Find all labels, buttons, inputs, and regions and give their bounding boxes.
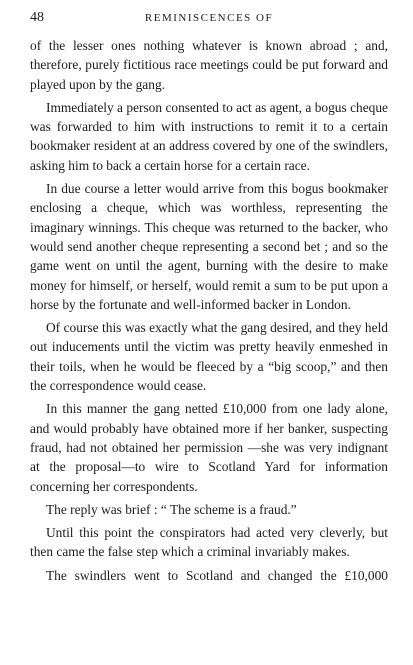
- paragraph-continuation: of the lesser ones nothing whatever is known abroad ; and, therefore, purely fictitious race meetings could be put forward and played upon by the gang.: [30, 38, 388, 92]
- paragraph-reply: The reply was brief : “ The scheme is a fraud.”: [46, 501, 297, 517]
- running-head: REMINISCENCES OF: [144, 12, 274, 24]
- paragraph-scotland: The swindlers went to Scotland and changed the £10,000: [46, 567, 388, 583]
- paragraph-gang-desired: Of course this was exactly what the gang desired, and they held out inducements until the victim was pretty heavily enmeshed in their toils, when he would be fleeced by a “big scoop,” and then the correspondence would cease.: [30, 320, 388, 394]
- page-header: [30, 10, 388, 32]
- book-page: [30, 10, 388, 589]
- paragraph-bogus-bookmaker: In due course a letter would arrive from this bogus bookmaker enclosing a cheque, which was worthless, representing the imaginary winnings. This cheque was returned to the backer, who would send another cheque representing a second bet ; and so the game went on until the agent, burning with the desire to make money for himself, or herself, would remit a sum to be put upon a horse by the fortunate and well-informed backer in London.: [30, 181, 388, 312]
- body-text: [30, 36, 388, 585]
- paragraph-gang-netted: In this manner the gang netted £10,000 from one lady alone, and would probably have obtained more if her banker, suspecting fraud, had not obtained her permission —she was very indignant at the proposal—to wire to Scotland Yard for information concerning her correspondents.: [30, 401, 388, 494]
- paragraph-false-step: Until this point the conspirators had acted very cleverly, but then came the false step which a criminal invariably makes.: [30, 525, 388, 560]
- paragraph-bogus-cheque: Immediately a person consented to act as agent, a bogus cheque was forwarded to him with instructions to remit it to a certain bookmaker resident at an address covered by one of the swindlers, asking him to back a certain horse for a certain race.: [30, 99, 388, 173]
- page-number: 48: [30, 10, 44, 25]
